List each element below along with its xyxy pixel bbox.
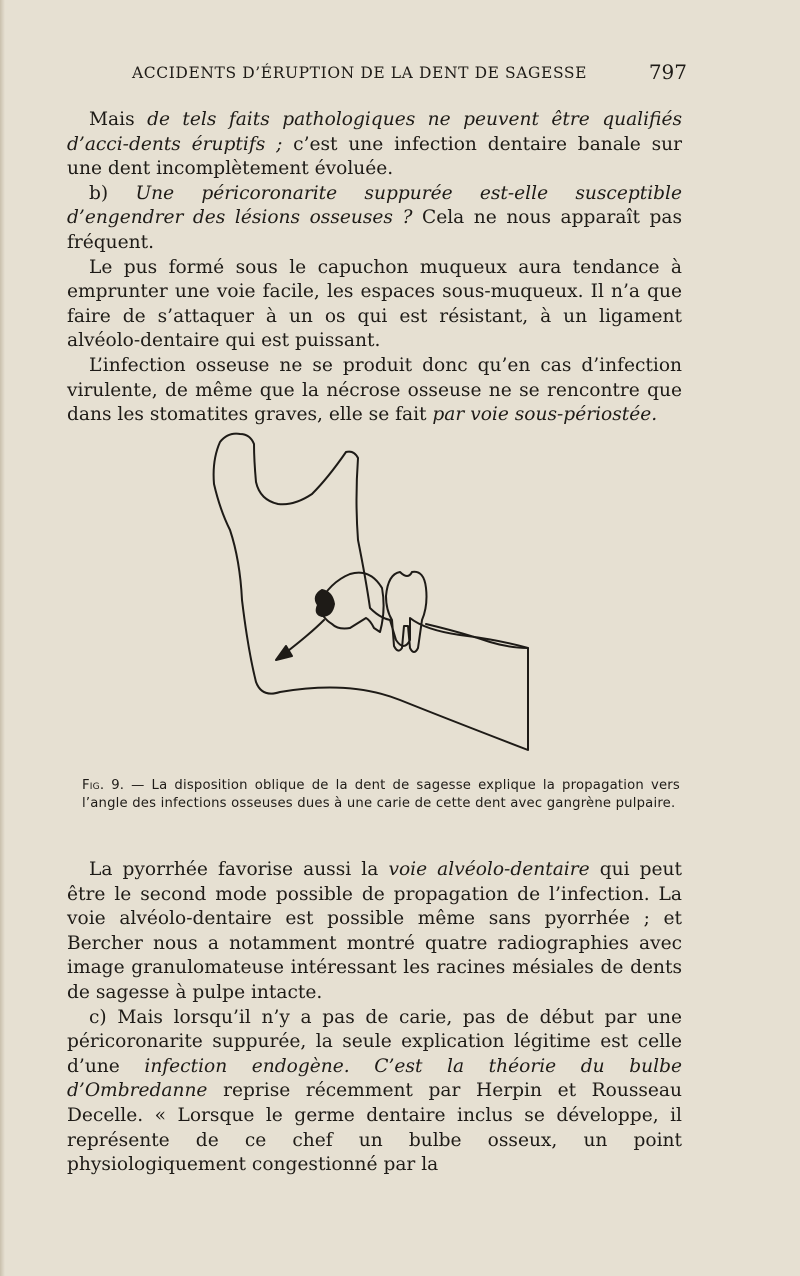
paragraph-2-italic: Une péricoronarite suppurée est-elle susceptible d’engendrer des lésions osseuses ? <box>67 182 683 229</box>
figure-label: Fig. 9. <box>82 778 125 793</box>
running-title: ACCIDENTS D’ÉRUPTION DE LA DENT DE SAGESSE <box>132 64 588 82</box>
paragraph-4-start: L’infection osseuse ne se produit donc qu’en cas d’infection virulente, de même que la nécrose osseuse ne se rencontre que dans les stomatites graves, elle se fait <box>67 354 682 426</box>
paragraph-2 <box>67 182 682 256</box>
caries-lesion <box>316 590 334 616</box>
paragraph-1-italic: de tels faits pathologiques ne peuvent être qualifiés d’acci-dents éruptifs ; <box>67 109 682 155</box>
infection-path-arrow <box>284 620 324 654</box>
paragraph-5 <box>67 858 682 1006</box>
paragraph-6-italic: infection endogène. C’est la théorie du bulbe d’Ombredanne <box>67 1055 682 1102</box>
second-molar-outline <box>386 572 427 652</box>
paragraph-3: Le pus formé sous le capuchon muqueux aura tendance à emprunter une voie facile, les espaces sous-muqueux. Il n’a que faire de s’attaquer à un os qui est résistant, à un ligament alvéolo-dentaire qui est puissant. <box>67 256 682 352</box>
paragraph-6-start: c) Mais lorsqu’il n’y a pas de carie, pas de début par une péricoronarite suppurée, la seule explication légitime est celle d’une <box>67 1006 682 1077</box>
paragraph-5-end: qui peut être le second mode possible de propagation de l’infection. La voie alvéolo-dentaire est possible même sans pyorrhée ; et Bercher nous a notamment montré quatre radiographies avec image granulomateuse intéressant les racines mésiales de dents de sagesse à pulpe intacte. <box>67 859 682 1003</box>
figure-mandible-diagram <box>200 420 550 770</box>
text-block-top <box>67 108 682 428</box>
text-block-bottom <box>67 858 682 1178</box>
running-header <box>132 60 687 84</box>
mandible-outline <box>214 434 528 750</box>
paragraph-4 <box>67 354 682 428</box>
paragraph-4-italic: par voie sous-périostée. <box>432 404 658 426</box>
page-edge <box>0 0 5 1276</box>
paragraph-5-start: La pyorrhée favorise aussi la <box>89 859 389 880</box>
paragraph-1 <box>67 108 682 182</box>
paragraph-6 <box>67 1006 682 1178</box>
paragraph-2-end: Cela ne nous apparaît pas fréquent. <box>67 207 682 253</box>
paragraph-2-marker: b) <box>89 182 136 204</box>
arrow-head-icon <box>276 646 292 660</box>
page-number: 797 <box>648 60 687 84</box>
paragraph-1-start: Mais <box>89 109 148 130</box>
figure-caption-text: — La disposition oblique de la dent de sagesse explique la propagation vers l’angle des infections osseuses dues à une carie de cette dent avec gangrène pulpaire. <box>82 778 680 811</box>
paragraph-6-end: reprise récemment par Herpin et Rousseau Decelle. « Lorsque le germe dentaire inclus se développe, il représente de ce chef un bulbe osseux, un point physiologiquement congestionné par la <box>67 1080 682 1176</box>
paragraph-1-end: c’est une infection dentaire banale sur une dent incomplètement évoluée. <box>67 133 682 180</box>
figure-caption <box>82 777 680 813</box>
paragraph-5-italic: voie alvéolo-dentaire <box>388 859 590 880</box>
